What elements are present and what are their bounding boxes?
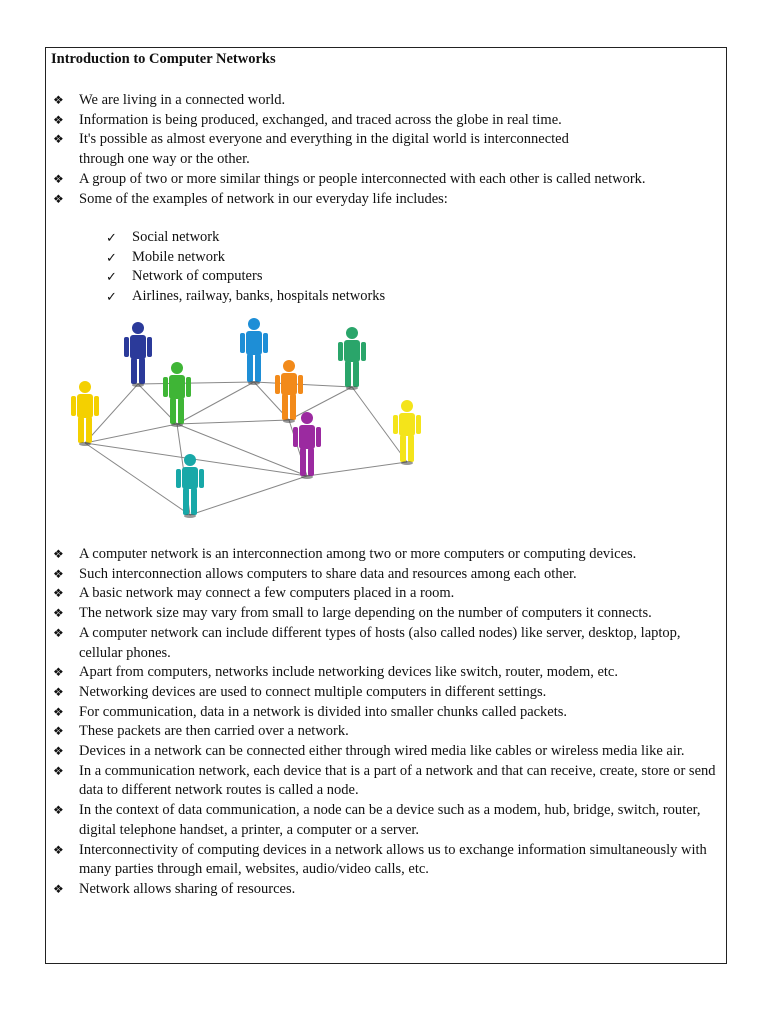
person-icon [393,400,421,462]
diamond-bullet-icon: ❖ [53,132,64,147]
network-facts-list [51,545,723,900]
diamond-bullet-icon: ❖ [53,625,64,640]
diamond-bullet-icon: ❖ [53,881,64,896]
list-item: ❖ A basic network may connect a few computers placed in a room. [51,584,723,604]
person-icon [176,454,204,515]
person-icon [293,412,321,476]
diamond-bullet-icon: ❖ [53,803,64,818]
diamond-bullet-icon: ❖ [53,566,64,581]
diamond-bullet-icon: ❖ [53,586,64,601]
example-item: ✓ Airlines, railway, banks, hospitals networks [106,287,385,307]
list-item: ❖ In the context of data communication, a node can be a device such as a modem, hub, bridge, switch, router, digital telephone handset, a printer, a computer or a server. [53,802,701,838]
list-item: ❖ In a communication network, each device that is a part of a network and that can receive, create, store or send data to different network routes is called a node. [53,762,716,799]
list-item: ❖ For communication, data in a network is divided into smaller chunks called packets. [51,703,723,723]
example-item: ✓ Social network [106,228,385,248]
checkmark-icon: ✓ [106,269,117,285]
examples-list [106,228,385,307]
diamond-bullet-icon: ❖ [53,606,64,621]
people-network-illustration [62,312,432,527]
diamond-bullet-icon: ❖ [53,763,64,778]
checkmark-icon: ✓ [106,249,117,265]
list-item: ❖ Apart from computers, networks include networking devices like switch, router, modem, etc. [51,663,723,683]
person-icon [163,362,191,424]
list-item: ❖ A computer network is an interconnection among two or more computers or computing devices. [51,545,723,565]
diamond-bullet-icon: ❖ [53,684,64,699]
diamond-bullet-icon: ❖ [53,171,64,186]
diamond-bullet-icon: ❖ [53,547,64,561]
diamond-bullet-icon: ❖ [53,665,64,680]
diamond-bullet-icon: ❖ [53,191,64,206]
list-item: ❖ A group of two or more similar things or people interconnected with each other is called network. [51,170,723,190]
person-icon [240,318,268,382]
list-item: ❖ These packets are then carried over a network. [51,722,723,742]
list-item: ❖ Some of the examples of network in our everyday life includes: [51,190,723,210]
person-icon [338,327,366,387]
diamond-bullet-icon: ❖ [53,744,64,759]
diamond-bullet-icon: ❖ [53,724,64,739]
diamond-bullet-icon: ❖ [53,112,64,127]
list-item: ❖ Network allows sharing of resources. [51,880,723,900]
list-item: ❖ We are living in a connected world. [51,91,723,111]
person-icon [124,322,152,384]
list-item: ❖ Devices in a network can be connected either through wired media like cables or wireless media like air. [51,742,723,762]
list-item: ❖ It's possible as almost everyone and everything in the digital world is interconnected through one way or the other. [53,131,569,168]
example-item: ✓ Network of computers [106,267,385,287]
list-item: ❖ Interconnectivity of computing devices in a network allows us to exchange information simultaneously with many parties through email, websites, audio/video calls, etc. [53,841,707,878]
checkmark-icon: ✓ [106,289,117,305]
diamond-bullet-icon: ❖ [53,842,64,857]
list-item: ❖ The network size may vary from small to large depending on the number of computers it connects. [51,604,723,624]
person-icon [275,360,303,420]
checkmark-icon: ✓ [106,230,117,245]
list-item: ❖ Networking devices are used to connect multiple computers in different settings. [51,683,723,703]
diamond-bullet-icon: ❖ [53,93,64,107]
page-title: Introduction to Computer Networks [51,51,276,67]
network-links [85,382,407,515]
list-item: ❖ Information is being produced, exchanged, and traced across the globe in real time. [51,111,723,131]
example-item: ✓ Mobile network [106,248,385,268]
person-icon [71,381,99,443]
intro-bullet-list [51,91,723,209]
list-item: ❖ Such interconnection allows computers to share data and resources among each other. [51,565,723,585]
list-item: ❖ A computer network can include different types of hosts (also called nodes) like server, desktop, laptop, cellular phones. [53,624,681,661]
diamond-bullet-icon: ❖ [53,704,64,719]
